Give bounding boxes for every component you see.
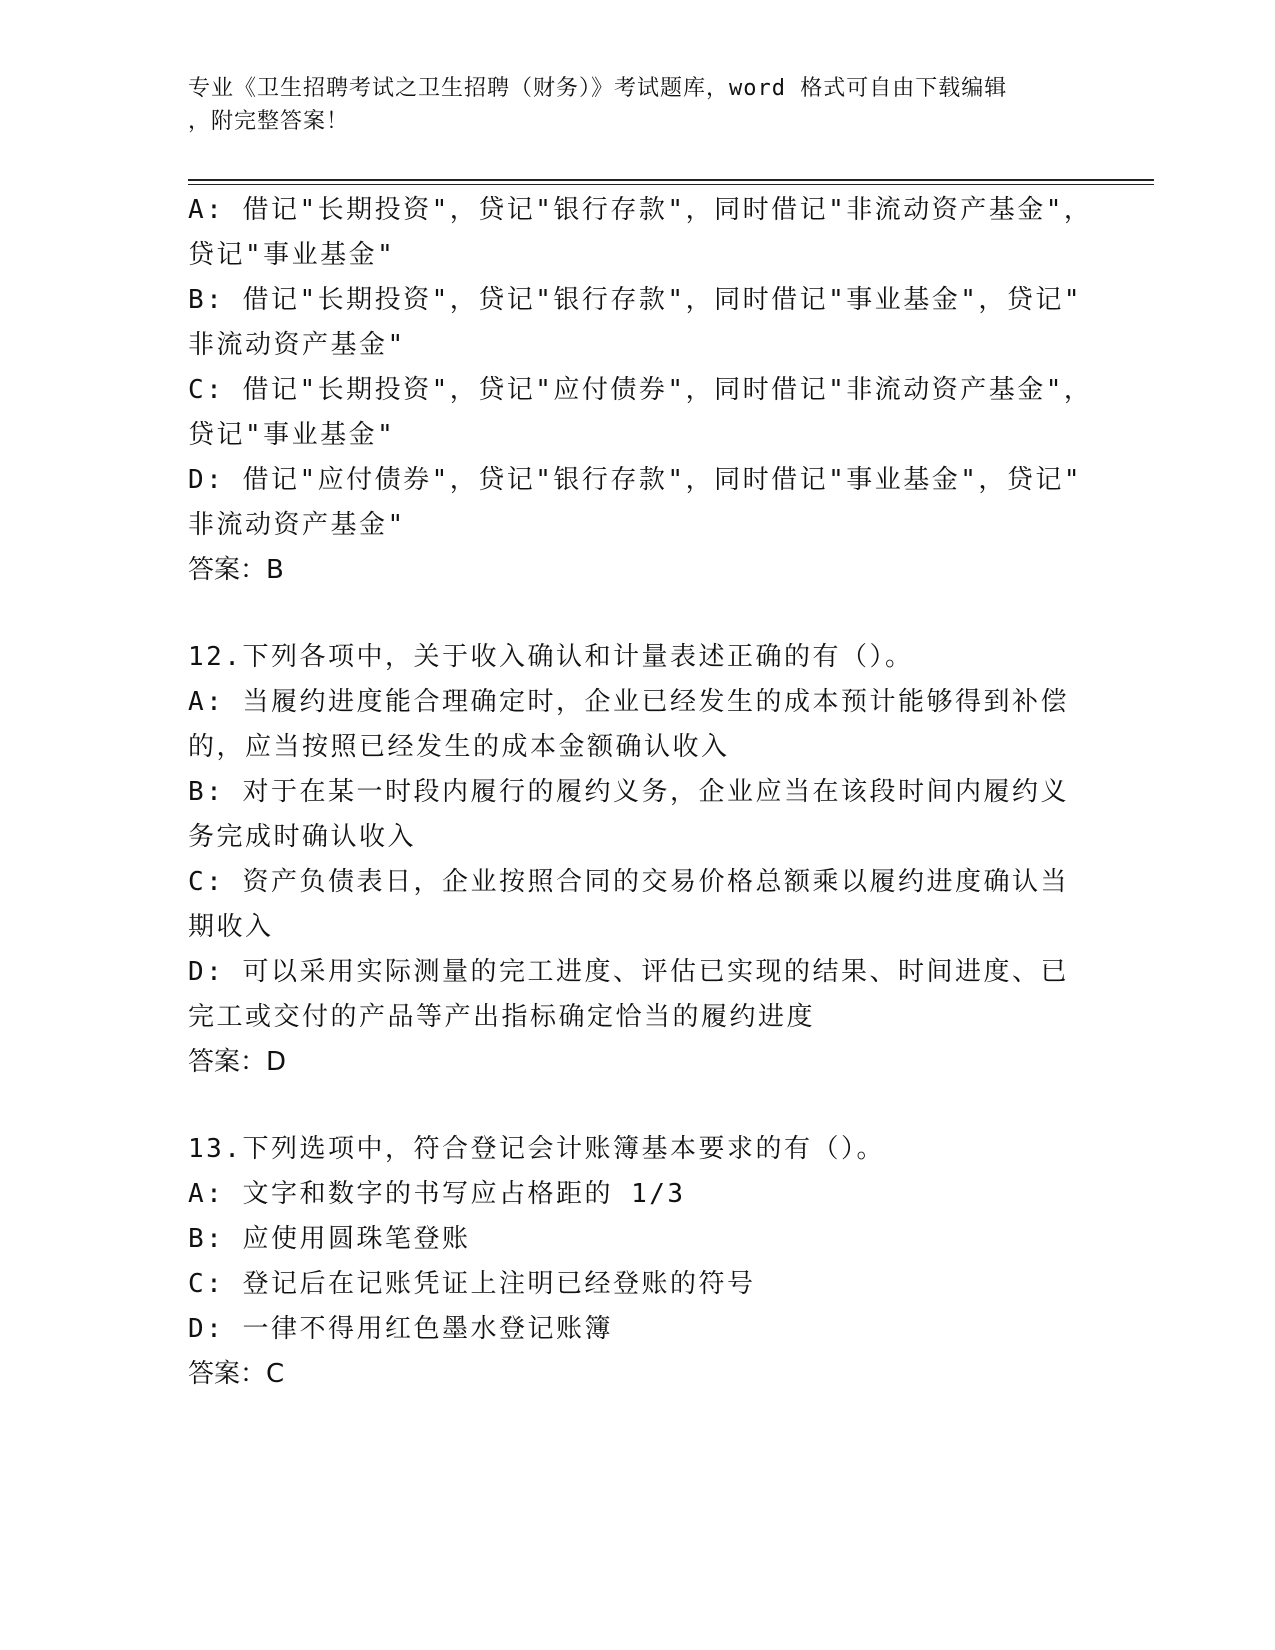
q13-option-b: B: 应使用圆珠笔登账 — [188, 1224, 471, 1254]
q11-option-d — [188, 458, 1088, 548]
question-content — [188, 188, 1093, 1397]
q12-option-c-line-2: 期收入 — [188, 912, 274, 942]
header-rule-thin — [188, 184, 1154, 185]
q12-question-text: 12.下列各项中，关于收入确认和计量表述正确的有（）。 — [188, 642, 914, 672]
header-rule-thick — [188, 179, 1154, 181]
q12-option-a-line-2: 的，应当按照已经发生的成本金额确认收入 — [188, 732, 730, 762]
q12-answer: 答案：D — [188, 1047, 287, 1077]
q11-option-b-line-1: B: 借记"长期投资"，贷记"银行存款"，同时借记"事业基金"，贷记" — [188, 285, 1083, 315]
q11-option-c-line-1: C: 借记"长期投资"，贷记"应付债券"，同时借记"非流动资产基金"， — [188, 375, 1093, 405]
q11-option-a-line-1: A: 借记"长期投资"，贷记"银行存款"，同时借记"非流动资产基金"， — [188, 195, 1093, 225]
q12-option-d-line-2: 完工或交付的产品等产出指标确定恰当的履约进度 — [188, 1002, 816, 1032]
q12-option-b — [188, 770, 1088, 860]
q11-answer: 答案：B — [188, 555, 284, 585]
q12-option-c-line-1: C: 资产负债表日，企业按照合同的交易价格总额乘以履约进度确认当 — [188, 867, 1069, 897]
q11-option-a-line-2: 贷记"事业基金" — [188, 240, 396, 270]
q11-option-c — [188, 368, 1093, 458]
q12-option-d — [188, 950, 1088, 1040]
q13-question-text: 13.下列选项中，符合登记会计账簿基本要求的有（）。 — [188, 1134, 885, 1164]
q12-option-d-line-1: D: 可以采用实际测量的完工进度、评估已实现的结果、时间进度、已 — [188, 957, 1069, 987]
q12-option-b-line-2: 务完成时确认收入 — [188, 822, 417, 852]
q11-option-d-line-1: D: 借记"应付债券"，贷记"银行存款"，同时借记"事业基金"，贷记" — [188, 465, 1083, 495]
document-header — [188, 72, 1068, 138]
q12-option-c — [188, 860, 1088, 950]
q11-option-c-line-2: 贷记"事业基金" — [188, 420, 396, 450]
spacer — [188, 1085, 1088, 1127]
header-line-2: ，附完整答案！ — [188, 109, 350, 134]
question-11-block — [188, 188, 1093, 593]
q12-option-b-line-1: B: 对于在某一时段内履行的履约义务，企业应当在该段时间内履约义 — [188, 777, 1069, 807]
q11-option-d-line-2: 非流动资产基金" — [188, 510, 406, 540]
header-line-1: 专业《卫生招聘考试之卫生招聘（财务）》考试题库，word 格式可自由下载编辑 — [188, 76, 1008, 101]
question-12-block — [188, 635, 1088, 1085]
q13-option-c: C: 登记后在记账凭证上注明已经登账的符号 — [188, 1269, 756, 1299]
question-13-block — [188, 1127, 1088, 1397]
q11-option-a — [188, 188, 1093, 278]
q13-option-a: A: 文字和数字的书写应占格距的 1/3 — [188, 1179, 686, 1209]
spacer — [188, 593, 1088, 635]
q12-option-a — [188, 680, 1088, 770]
q11-option-b-line-2: 非流动资产基金" — [188, 330, 406, 360]
q11-option-b — [188, 278, 1088, 368]
q13-option-d: D: 一律不得用红色墨水登记账簿 — [188, 1314, 613, 1344]
q13-answer: 答案：C — [188, 1359, 285, 1389]
q12-option-a-line-1: A: 当履约进度能合理确定时，企业已经发生的成本预计能够得到补偿 — [188, 687, 1069, 717]
